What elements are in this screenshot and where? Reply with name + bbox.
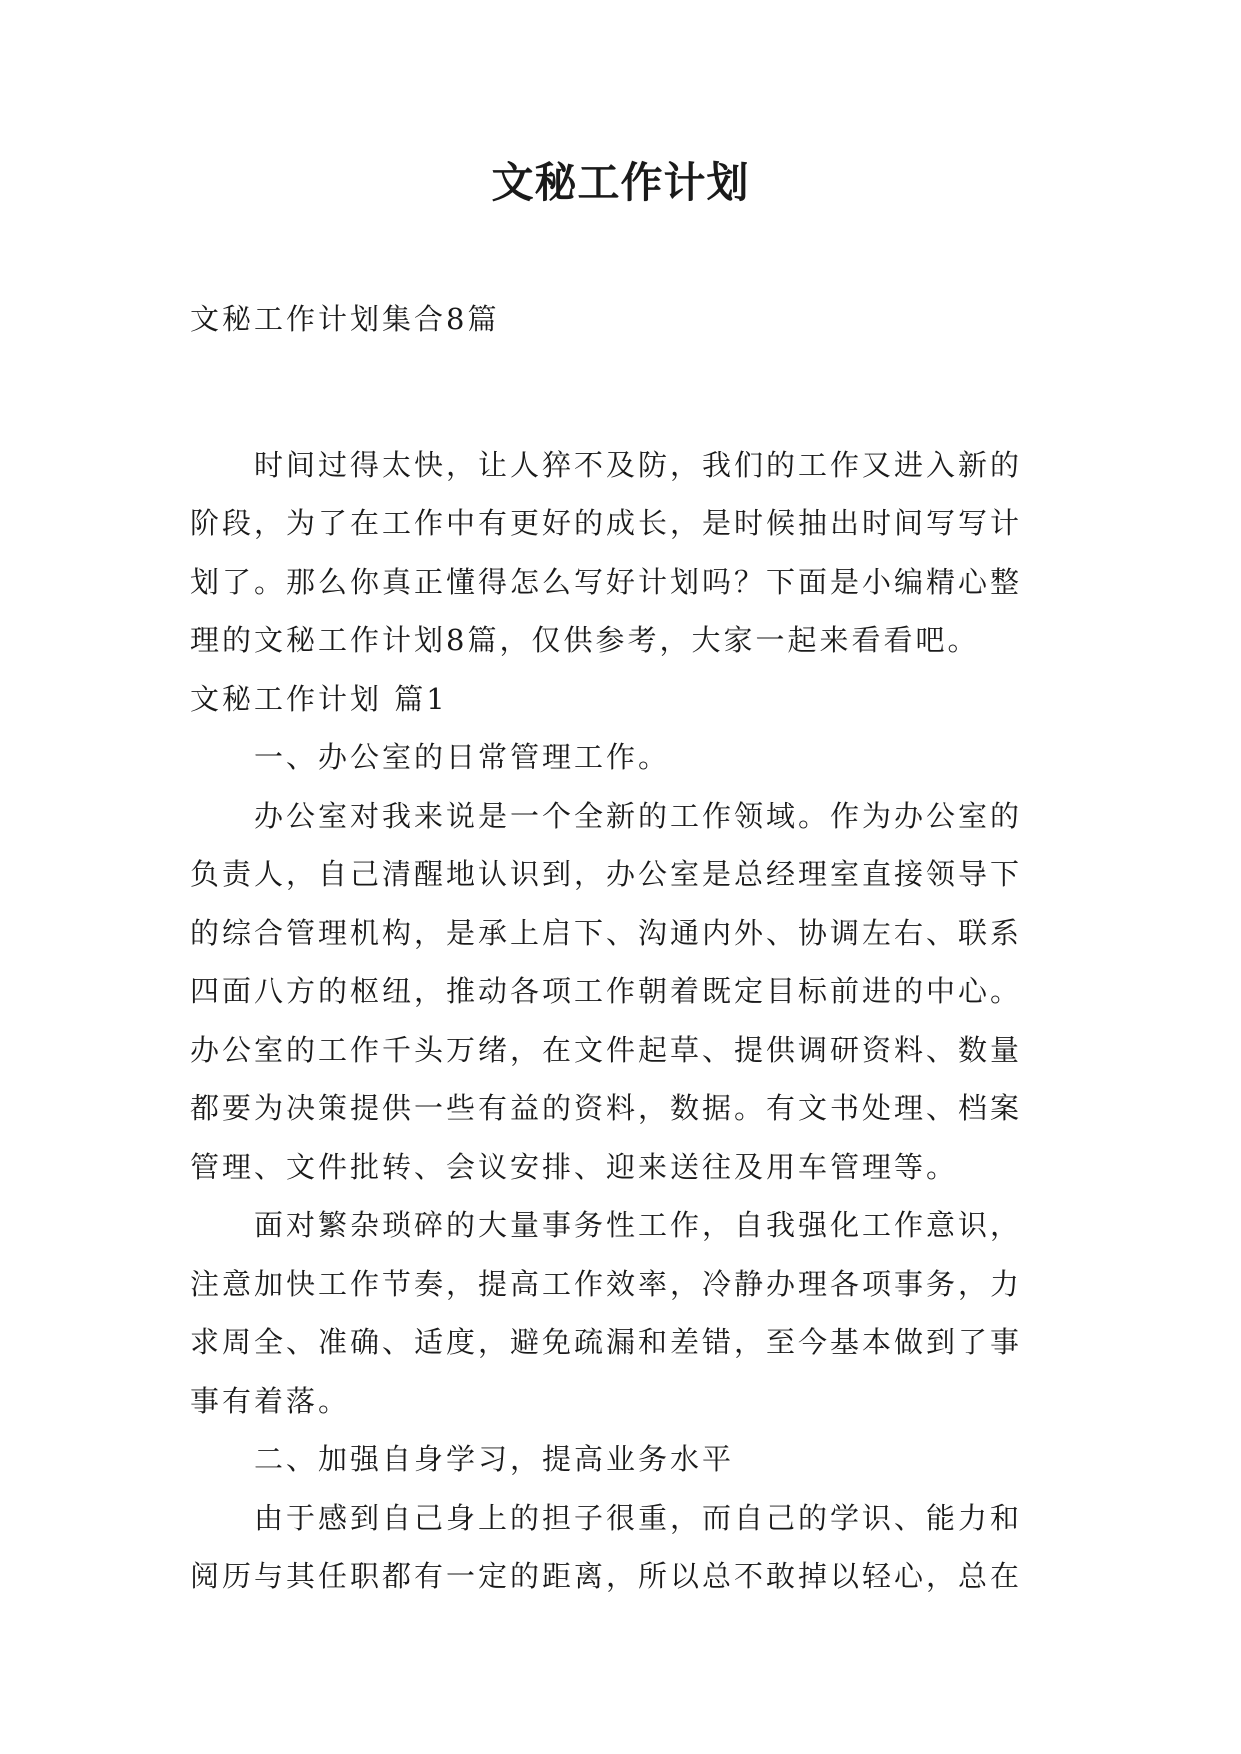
body-line: 管理、文件批转、会议安排、迎来送往及用车管理等。 — [190, 1149, 959, 1184]
body-line: 负责人，自己清醒地认识到，办公室是总经理室直接领导下 — [190, 857, 1023, 891]
body-line: 理的文秘工作计划8篇，仅供参考，大家一起来看看吧。 — [190, 623, 980, 657]
body-line: 阶段，为了在工作中有更好的成长，是时候抽出时间写写计 — [190, 506, 1023, 540]
body-line: 时间过得太快，让人猝不及防，我们的工作又进入新的 — [254, 447, 1023, 482]
body-line: 由于感到自己身上的担子很重，而自己的学识、能力和 — [254, 1500, 1023, 1535]
section-heading: 文秘工作计划 篇1 — [190, 681, 448, 716]
document-title: 文秘工作计划 — [491, 158, 750, 207]
body-line: 求周全、准确、适度，避免疏漏和差错，至今基本做到了事 — [190, 1325, 1023, 1359]
body-line: 的综合管理机构，是承上启下、沟通内外、协调左右、联系 — [190, 915, 1023, 950]
paragraph-spacer — [190, 349, 1070, 436]
document-body — [190, 290, 1070, 1606]
body-line: 都要为决策提供一些有益的资料，数据。有文书处理、档案 — [190, 1091, 1023, 1125]
body-line: 办公室对我来说是一个全新的工作领域。作为办公室的 — [254, 798, 1023, 833]
body-line: 办公室的工作千头万绪，在文件起草、提供调研资料、数量 — [190, 1032, 1023, 1067]
body-line: 面对繁杂琐碎的大量事务性工作，自我强化工作意识， — [254, 1208, 1023, 1242]
body-line: 注意加快工作节奏，提高工作效率，冷静办理各项事务，力 — [190, 1266, 1023, 1301]
document-subtitle: 文秘工作计划集合8篇 — [190, 302, 500, 336]
subsection-heading: 二、加强自身学习，提高业务水平 — [254, 1442, 735, 1476]
body-line: 事有着落。 — [190, 1383, 351, 1418]
subsection-heading: 一、办公室的日常管理工作。 — [254, 740, 671, 774]
body-line: 阅历与其任职都有一定的距离，所以总不敢掉以轻心，总在 — [190, 1559, 1023, 1593]
body-line: 四面八方的枢纽，推动各项工作朝着既定目标前进的中心。 — [190, 974, 1023, 1008]
body-line: 划了。那么你真正懂得怎么写好计划吗？下面是小编精心整 — [190, 564, 1023, 599]
